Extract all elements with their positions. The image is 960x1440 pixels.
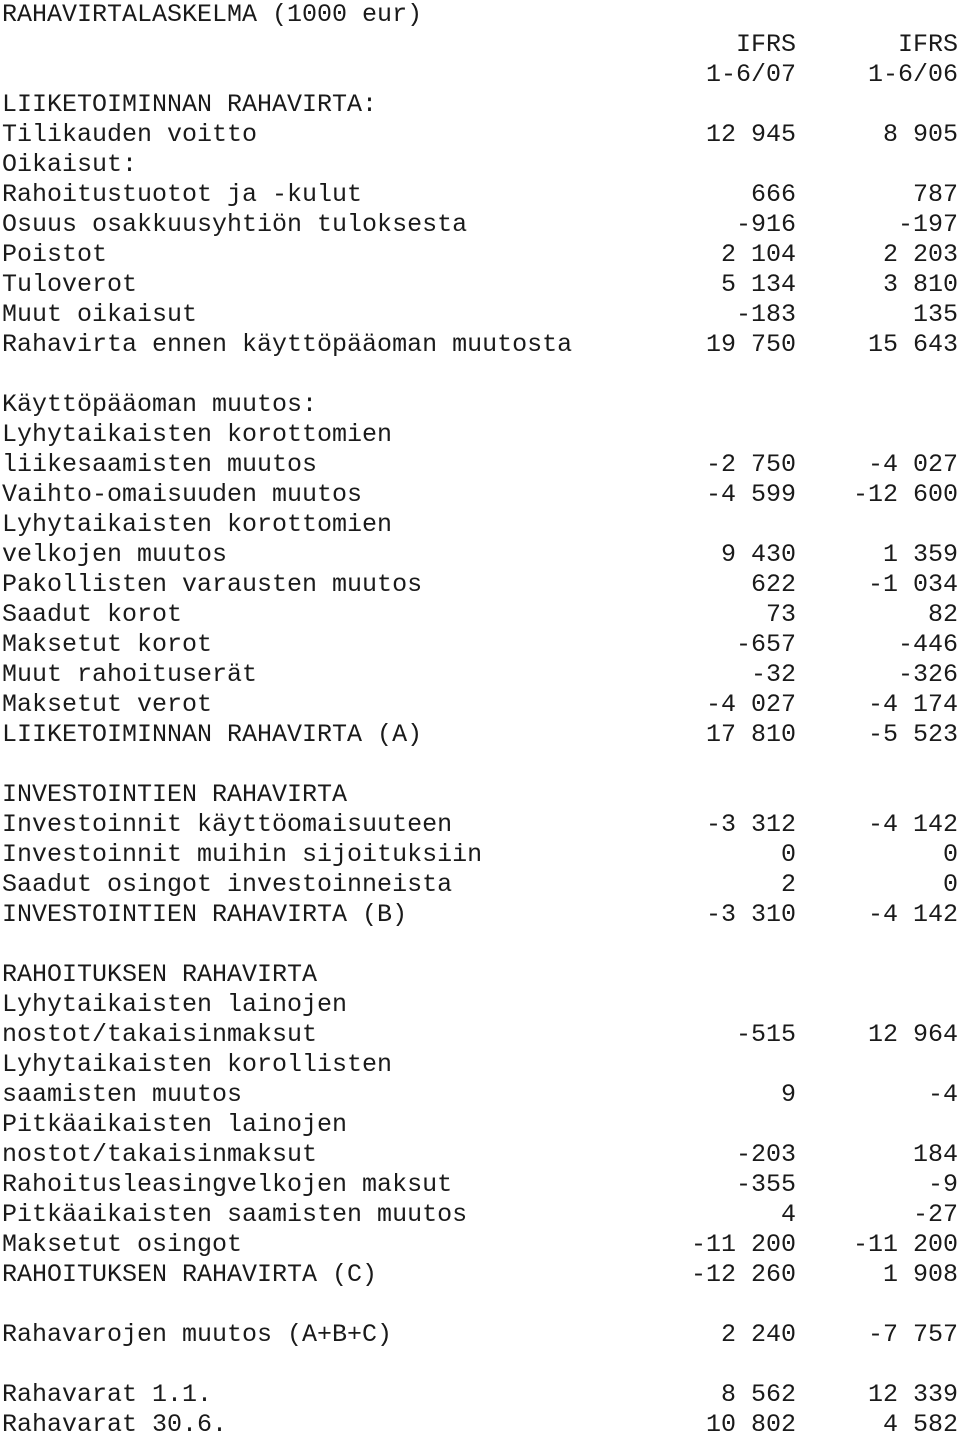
value-1-6-06: 1 908 [882,1260,958,1289]
row-label: nostot/takaisinmaksut [2,1020,318,1049]
value-1-6-07: 2 240 [720,1320,796,1349]
statement-row [2,30,958,60]
value-1-6-07: 1-6/07 [705,60,796,89]
row-label: Rahavarat 30.6. [2,1410,228,1439]
value-1-6-07: 5 134 [720,270,796,299]
row-label: Rahavirta ennen käyttöpääoman muutosta [2,330,573,359]
statement-row [2,1200,958,1230]
row-label: INVESTOINTIEN RAHAVIRTA (B) [2,900,408,929]
value-1-6-06: -11 200 [852,1230,958,1259]
row-label: Käyttöpääoman muutos: [2,390,318,419]
value-1-6-07: 10 802 [705,1410,796,1439]
row-label: Maksetut osingot [2,1230,243,1259]
value-1-6-07: -183 [735,300,796,329]
statement-row [2,540,958,570]
statement-row [2,1290,958,1320]
value-1-6-07: 73 [765,600,796,629]
statement-row [2,240,958,270]
statement-row [2,1050,958,1080]
statement-row [2,1080,958,1110]
value-1-6-06: -1 034 [867,570,958,599]
statement-row [2,570,958,600]
value-1-6-07: -3 312 [705,810,796,839]
value-1-6-07: 622 [750,570,796,599]
statement-row [2,720,958,750]
row-label: RAHOITUKSEN RAHAVIRTA (C) [2,1260,378,1289]
value-1-6-06: 135 [912,300,958,329]
value-1-6-06: 0 [942,840,958,869]
row-label: Tuloverot [2,270,138,299]
row-label: Saadut korot [2,600,183,629]
row-label: saamisten muutos [2,1080,243,1109]
value-1-6-06: 8 905 [882,120,958,149]
value-1-6-06: -326 [897,660,958,689]
statement-row [2,90,958,120]
value-1-6-06: 12 339 [867,1380,958,1409]
value-1-6-06: -5 523 [867,720,958,749]
value-1-6-07: -11 200 [690,1230,796,1259]
row-label: Maksetut korot [2,630,213,659]
value-1-6-07: 8 562 [720,1380,796,1409]
statement-row [2,840,958,870]
statement-row [2,630,958,660]
row-label: Muut rahoituserät [2,660,258,689]
value-1-6-06: 184 [912,1140,958,1169]
statement-row [2,960,958,990]
value-1-6-06: 787 [912,180,958,209]
statement-row [2,210,958,240]
row-label: Rahoitusleasingvelkojen maksut [2,1170,453,1199]
row-label: Lyhytaikaisten korottomien [2,420,393,449]
statement-row [2,1170,958,1200]
row-label: nostot/takaisinmaksut [2,1140,318,1169]
value-1-6-07: 2 104 [720,240,796,269]
statement-row [2,1230,958,1260]
value-1-6-06: 1 359 [882,540,958,569]
row-label: Rahavarojen muutos (A+B+C) [2,1320,393,1349]
statement-row [2,120,958,150]
value-1-6-07: -4 599 [705,480,796,509]
row-label: Oikaisut: [2,150,138,179]
statement-row [2,750,958,780]
row-label: Rahavarat 1.1. [2,1380,213,1409]
value-1-6-07: 4 [780,1200,796,1229]
row-label: Muut oikaisut [2,300,198,329]
statement-row [2,1350,958,1380]
value-1-6-06: 82 [927,600,958,629]
statement-row [2,1020,958,1050]
value-1-6-07: 19 750 [705,330,796,359]
value-1-6-06: -12 600 [852,480,958,509]
row-label: Investoinnit muihin sijoituksiin [2,840,483,869]
statement-row [2,270,958,300]
value-1-6-06: -4 [927,1080,958,1109]
value-1-6-07: 9 430 [720,540,796,569]
statement-row [2,300,958,330]
statement-row [2,900,958,930]
value-1-6-07: -4 027 [705,690,796,719]
statement-rows [2,30,958,1440]
statement-row [2,1140,958,1170]
document-title: RAHAVIRTALASKELMA (1000 eur) [2,0,423,29]
value-1-6-06: -4 142 [867,900,958,929]
row-label: Lyhytaikaisten lainojen [2,990,348,1019]
row-label: Maksetut verot [2,690,213,719]
statement-row [2,690,958,720]
value-1-6-07: IFRS [735,30,796,59]
value-1-6-06: 4 582 [882,1410,958,1439]
value-1-6-07: -203 [735,1140,796,1169]
statement-row [2,870,958,900]
value-1-6-07: 0 [780,840,796,869]
statement-row [2,420,958,450]
row-label: Saadut osingot investoinneista [2,870,453,899]
row-label: Vaihto-omaisuuden muutos [2,480,363,509]
statement-row [2,60,958,90]
value-1-6-06: 3 810 [882,270,958,299]
statement-row [2,1110,958,1140]
row-label: LIIKETOIMINNAN RAHAVIRTA: [2,90,378,119]
row-label: Pitkäaikaisten lainojen [2,1110,348,1139]
statement-row [2,150,958,180]
statement-row [2,660,958,690]
value-1-6-07: -515 [735,1020,796,1049]
row-label: velkojen muutos [2,540,228,569]
row-label: Pakollisten varausten muutos [2,570,423,599]
statement-row [2,510,958,540]
value-1-6-07: 666 [750,180,796,209]
value-1-6-06: -7 757 [867,1320,958,1349]
value-1-6-06: -9 [927,1170,958,1199]
value-1-6-06: -4 142 [867,810,958,839]
row-label: Lyhytaikaisten korottomien [2,510,393,539]
statement-row [2,1380,958,1410]
value-1-6-06: -4 174 [867,690,958,719]
value-1-6-07: 12 945 [705,120,796,149]
document-title-row [2,0,958,30]
row-label: Lyhytaikaisten korollisten [2,1050,393,1079]
value-1-6-07: -657 [735,630,796,659]
value-1-6-07: 17 810 [705,720,796,749]
value-1-6-06: -446 [897,630,958,659]
value-1-6-06: IFRS [897,30,958,59]
value-1-6-07: -32 [750,660,796,689]
value-1-6-06: 12 964 [867,1020,958,1049]
value-1-6-06: 1-6/06 [867,60,958,89]
cash-flow-statement [2,0,958,1440]
value-1-6-06: -4 027 [867,450,958,479]
row-label: Pitkäaikaisten saamisten muutos [2,1200,468,1229]
value-1-6-07: -12 260 [690,1260,796,1289]
statement-row [2,810,958,840]
statement-row [2,1260,958,1290]
value-1-6-06: 2 203 [882,240,958,269]
value-1-6-06: 0 [942,870,958,899]
row-label: Investoinnit käyttöomaisuuteen [2,810,453,839]
row-label: Tilikauden voitto [2,120,258,149]
statement-row [2,780,958,810]
row-label: INVESTOINTIEN RAHAVIRTA [2,780,348,809]
statement-row [2,360,958,390]
value-1-6-07: -3 310 [705,900,796,929]
statement-row [2,1320,958,1350]
value-1-6-07: -2 750 [705,450,796,479]
row-label: RAHOITUKSEN RAHAVIRTA [2,960,318,989]
statement-row [2,990,958,1020]
value-1-6-06: 15 643 [867,330,958,359]
value-1-6-06: -197 [897,210,958,239]
row-label: liikesaamisten muutos [2,450,318,479]
statement-row [2,600,958,630]
row-label: LIIKETOIMINNAN RAHAVIRTA (A) [2,720,423,749]
statement-row [2,180,958,210]
value-1-6-07: -916 [735,210,796,239]
value-1-6-06: -27 [912,1200,958,1229]
row-label: Osuus osakkuusyhtiön tuloksesta [2,210,468,239]
row-label: Poistot [2,240,108,269]
value-1-6-07: 9 [780,1080,796,1109]
statement-row [2,330,958,360]
statement-row [2,390,958,420]
value-1-6-07: 2 [780,870,796,899]
statement-row [2,480,958,510]
row-label: Rahoitustuotot ja -kulut [2,180,363,209]
statement-row [2,450,958,480]
statement-row [2,930,958,960]
statement-row [2,1410,958,1440]
value-1-6-07: -355 [735,1170,796,1199]
